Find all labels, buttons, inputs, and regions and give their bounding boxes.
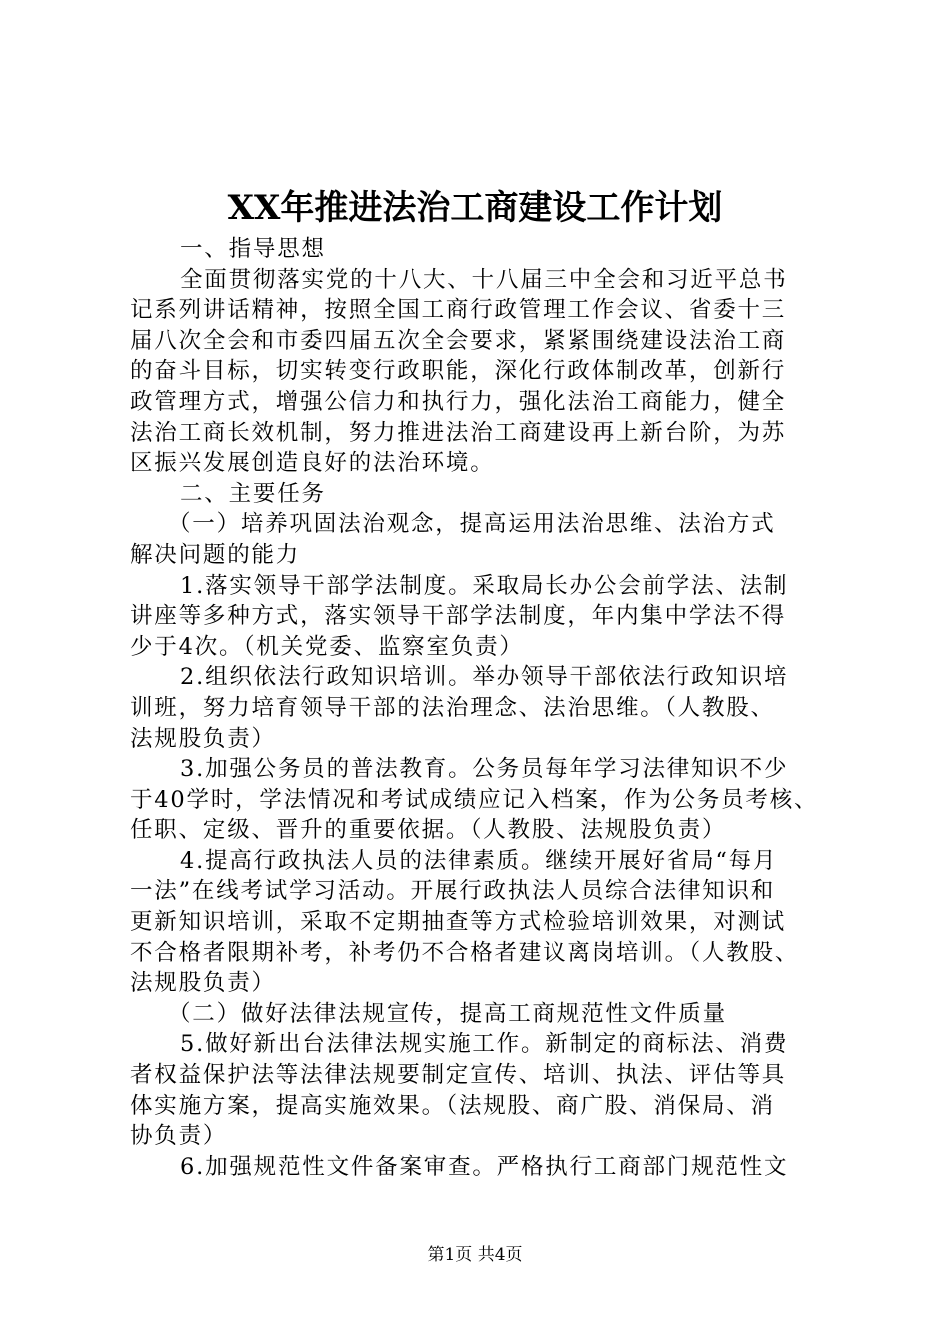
paragraph-line: 协负责） (130, 1123, 228, 1150)
paragraph-line: 1.落实领导干部学法制度。采取局长办公会前学法、法制 (180, 572, 789, 599)
paragraph-line: 讲座等多种方式，落实领导干部学法制度，年内集中学法不得 (130, 603, 787, 630)
paragraph-line: 不合格者限期补考，补考仍不合格者建议离岗培训。（人教股、 (130, 939, 800, 966)
paragraph-line: 体实施方案，提高实施效果。（法规股、商广股、消保局、消 (130, 1092, 775, 1119)
paragraph-line: 于40学时，学法情况和考试成绩应记入档案，作为公务员考核、 (130, 786, 819, 813)
subsection-heading: （二）做好法律法规宣传，提高工商规范性文件质量 (168, 1000, 727, 1027)
paragraph-line: 区振兴发展创造良好的法治环境。 (130, 450, 495, 477)
paragraph-line: 训班，努力培育领导干部的法治理念、法治思维。（人教股、 (130, 694, 775, 721)
paragraph-line: 届八次全会和市委四届五次全会要求，紧紧围绕建设法治工商 (130, 327, 787, 354)
paragraph-line: 的奋斗目标，切实转变行政职能，深化行政体制改革，创新行 (130, 358, 787, 385)
section-heading: 一、指导思想 (180, 236, 326, 262)
paragraph-line: 全面贯彻落实党的十八大、十八届三中全会和习近平总书 (180, 266, 788, 293)
page-footer: 第1页 共4页 (427, 1245, 523, 1265)
paragraph-line: 6.加强规范性文件备案审查。严格执行工商部门规范性文 (180, 1153, 789, 1180)
paragraph-line: 任职、定级、晋升的重要依据。（人教股、法规股负责） (130, 817, 727, 844)
paragraph-line: 解决问题的能力 (130, 541, 301, 568)
paragraph-line: 更新知识培训，采取不定期抽查等方式检验培训效果，对测试 (130, 909, 787, 936)
paragraph-line: 法治工商长效机制，努力推进法治工商建设再上新台阶，为苏 (130, 419, 787, 446)
paragraph-line: 3.加强公务员的普法教育。公务员每年学习法律知识不少 (180, 756, 789, 783)
paragraph-line: 少于4次。（机关党委、监察室负责） (130, 633, 524, 660)
paragraph-line: 政管理方式，增强公信力和执行力，强化法治工商能力，健全 (130, 388, 787, 415)
document-title: XX年推进法治工商建设工作计划 (227, 188, 723, 228)
section-heading: 二、主要任务 (180, 480, 326, 507)
paragraph-line: 法规股负责） (130, 725, 276, 752)
subsection-heading: （一）培养巩固法治观念，提高运用法治思维、法治方式 (168, 511, 776, 538)
paragraph-line: 记系列讲话精神，按照全国工商行政管理工作会议、省委十三 (130, 297, 787, 324)
paragraph-line: 一法”在线考试学习活动。开展行政执法人员综合法律知识和 (130, 878, 776, 905)
paragraph-line: 2.组织依法行政知识培训。举办领导干部依法行政知识培 (180, 664, 789, 691)
paragraph-line: 4.提高行政执法人员的法律素质。继续开展好省局“每月 (180, 847, 778, 874)
document-body (130, 234, 830, 1182)
paragraph-line: 者权益保护法等法律法规要制定宣传、培训、执法、评估等具 (130, 1062, 787, 1089)
paragraph-line: 法规股负责） (130, 970, 276, 997)
paragraph-line: 5.做好新出台法律法规实施工作。新制定的商标法、消费 (180, 1031, 789, 1058)
